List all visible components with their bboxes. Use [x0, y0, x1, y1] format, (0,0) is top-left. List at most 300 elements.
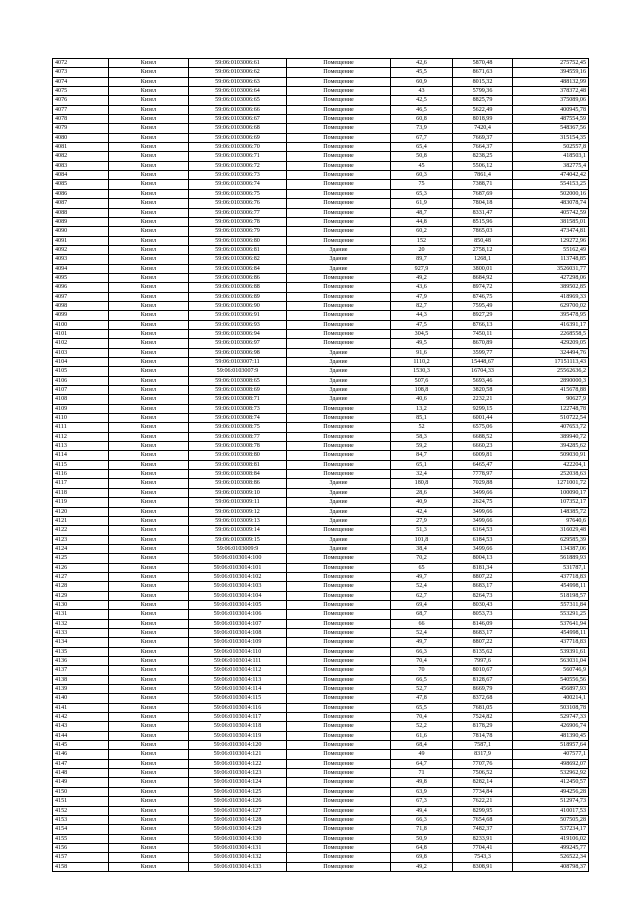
city-cell: Кизел — [109, 442, 189, 451]
city-cell: Кизел — [109, 311, 189, 320]
row-number-cell: 4117 — [53, 479, 109, 488]
price-per-unit-cell: 6660,23 — [453, 442, 513, 451]
area-cell: 70,4 — [391, 713, 453, 722]
total-value-cell: 113748,85 — [513, 255, 589, 264]
total-value-cell: 553291,25 — [513, 610, 589, 619]
area-cell: 52,4 — [391, 628, 453, 637]
area-cell: 49,8 — [391, 778, 453, 787]
cadastral-number-cell: 59:06:0103006:73 — [189, 171, 287, 180]
price-per-unit-cell: 7687,69 — [453, 189, 513, 198]
table-row — [53, 59, 589, 68]
price-per-unit-cell: 2758,12 — [453, 245, 513, 254]
row-number-cell: 4095 — [53, 273, 109, 282]
price-per-unit-cell: 7388,71 — [453, 180, 513, 189]
object-type-cell: Здание — [287, 479, 391, 488]
object-type-cell: Здание — [287, 535, 391, 544]
city-cell: Кизел — [109, 628, 189, 637]
price-per-unit-cell: 7865,03 — [453, 227, 513, 236]
total-value-cell: 395478,95 — [513, 311, 589, 320]
table-row — [53, 582, 589, 591]
object-type-cell: Здание — [287, 544, 391, 553]
cadastral-number-cell: 59:06:0103014:118 — [189, 722, 287, 731]
price-per-unit-cell: 7734,84 — [453, 787, 513, 796]
row-number-cell: 4098 — [53, 301, 109, 310]
area-cell: 60,3 — [391, 171, 453, 180]
city-cell: Кизел — [109, 376, 189, 385]
table-row — [53, 563, 589, 572]
cadastral-number-cell: 59:06:0103008:75 — [189, 423, 287, 432]
area-cell: 67,7 — [391, 133, 453, 142]
cadastral-number-cell: 59:06:0103006:79 — [189, 227, 287, 236]
cadastral-number-cell: 59:06:0103006:78 — [189, 217, 287, 226]
cadastral-number-cell: 59:06:0103014:133 — [189, 862, 287, 871]
total-value-cell: 456897,93 — [513, 685, 589, 694]
object-type-cell: Помещение — [287, 152, 391, 161]
row-number-cell: 4126 — [53, 563, 109, 572]
table-row — [53, 273, 589, 282]
total-value-cell: 418969,33 — [513, 292, 589, 301]
area-cell: 70,2 — [391, 554, 453, 563]
table-row — [53, 507, 589, 516]
area-cell: 47,5 — [391, 320, 453, 329]
area-cell: 44,3 — [391, 311, 453, 320]
total-value-cell: 510722,54 — [513, 414, 589, 423]
total-value-cell: 537641,94 — [513, 619, 589, 628]
area-cell: 69,8 — [391, 853, 453, 862]
object-type-cell: Помещение — [287, 741, 391, 750]
table-row — [53, 853, 589, 862]
area-cell: 82,7 — [391, 301, 453, 310]
table-row — [53, 311, 589, 320]
area-cell: 49,4 — [391, 806, 453, 815]
cadastral-number-cell: 59:06:0103014:101 — [189, 563, 287, 572]
price-per-unit-cell: 8053,73 — [453, 610, 513, 619]
area-cell: 60,9 — [391, 77, 453, 86]
price-per-unit-cell: 8669,79 — [453, 685, 513, 694]
table-row — [53, 488, 589, 497]
table-row — [53, 77, 589, 86]
area-cell: 42,6 — [391, 59, 453, 68]
price-per-unit-cell: 850,48 — [453, 236, 513, 245]
price-per-unit-cell: 7482,37 — [453, 825, 513, 834]
table-row — [53, 731, 589, 740]
row-number-cell: 4120 — [53, 507, 109, 516]
price-per-unit-cell: 7681,05 — [453, 703, 513, 712]
cadastral-number-cell: 59:06:0103009:10 — [189, 488, 287, 497]
table-row — [53, 189, 589, 198]
area-cell: 70 — [391, 666, 453, 675]
row-number-cell: 4084 — [53, 171, 109, 180]
price-per-unit-cell: 8299,95 — [453, 806, 513, 815]
row-number-cell: 4074 — [53, 77, 109, 86]
table-row — [53, 619, 589, 628]
row-number-cell: 4146 — [53, 750, 109, 759]
cadastral-number-cell: 59:06:0103014:105 — [189, 600, 287, 609]
cadastral-number-cell: 59:06:0103014:124 — [189, 778, 287, 787]
area-cell: 91,6 — [391, 348, 453, 357]
city-cell: Кизел — [109, 255, 189, 264]
city-cell: Кизел — [109, 358, 189, 367]
object-type-cell: Помещение — [287, 600, 391, 609]
row-number-cell: 4132 — [53, 619, 109, 628]
price-per-unit-cell: 5693,46 — [453, 376, 513, 385]
object-type-cell: Помещение — [287, 713, 391, 722]
city-cell: Кизел — [109, 115, 189, 124]
area-cell: 43 — [391, 87, 453, 96]
row-number-cell: 4108 — [53, 395, 109, 404]
total-value-cell: 488132,99 — [513, 77, 589, 86]
table-row — [53, 657, 589, 666]
table-row — [53, 862, 589, 871]
row-number-cell: 4124 — [53, 544, 109, 553]
table-row — [53, 133, 589, 142]
area-cell: 48,7 — [391, 208, 453, 217]
row-number-cell: 4078 — [53, 115, 109, 124]
area-cell: 49,7 — [391, 572, 453, 581]
city-cell: Кизел — [109, 741, 189, 750]
cadastral-number-cell: 59:06:0103006:97 — [189, 339, 287, 348]
area-cell: 47,8 — [391, 694, 453, 703]
object-type-cell: Помещение — [287, 283, 391, 292]
row-number-cell: 4086 — [53, 189, 109, 198]
row-number-cell: 4096 — [53, 283, 109, 292]
object-type-cell: Помещение — [287, 526, 391, 535]
table-row — [53, 376, 589, 385]
table-row — [53, 152, 589, 161]
object-type-cell: Здание — [287, 367, 391, 376]
city-cell: Кизел — [109, 685, 189, 694]
object-type-cell: Помещение — [287, 797, 391, 806]
city-cell: Кизел — [109, 227, 189, 236]
cadastral-number-cell: 59:06:0103006:98 — [189, 348, 287, 357]
price-per-unit-cell: 8746,75 — [453, 292, 513, 301]
cadastral-number-cell: 59:06:0103014:102 — [189, 572, 287, 581]
cadastral-number-cell: 59:06:0103006:86 — [189, 273, 287, 282]
city-cell: Кизел — [109, 787, 189, 796]
row-number-cell: 4151 — [53, 797, 109, 806]
object-type-cell: Помещение — [287, 638, 391, 647]
city-cell: Кизел — [109, 124, 189, 133]
cadastral-number-cell: 59:06:0103006:71 — [189, 152, 287, 161]
city-cell: Кизел — [109, 806, 189, 815]
price-per-unit-cell: 8178,29 — [453, 722, 513, 731]
price-per-unit-cell: 5506,12 — [453, 161, 513, 170]
total-value-cell: 503108,78 — [513, 703, 589, 712]
total-value-cell: 407577,1 — [513, 750, 589, 759]
table-row — [53, 825, 589, 834]
cadastral-number-cell: 59:06:0103006:90 — [189, 301, 287, 310]
table-row — [53, 544, 589, 553]
price-per-unit-cell: 7654,68 — [453, 815, 513, 824]
price-per-unit-cell: 7420,4 — [453, 124, 513, 133]
row-number-cell: 4158 — [53, 862, 109, 871]
price-per-unit-cell: 7804,18 — [453, 199, 513, 208]
table-row — [53, 124, 589, 133]
object-type-cell: Помещение — [287, 311, 391, 320]
total-value-cell: 557311,84 — [513, 600, 589, 609]
table-row — [53, 498, 589, 507]
object-type-cell: Помещение — [287, 628, 391, 637]
area-cell: 61,6 — [391, 731, 453, 740]
total-value-cell: 537234,17 — [513, 825, 589, 834]
city-cell: Кизел — [109, 507, 189, 516]
area-cell: 71,8 — [391, 825, 453, 834]
cadastral-number-cell: 59:06:0103006:94 — [189, 329, 287, 338]
area-cell: 65,1 — [391, 460, 453, 469]
total-value-cell: 407653,72 — [513, 423, 589, 432]
area-cell: 60,2 — [391, 227, 453, 236]
price-per-unit-cell: 6575,06 — [453, 423, 513, 432]
city-cell: Кизел — [109, 217, 189, 226]
object-type-cell: Здание — [287, 386, 391, 395]
price-per-unit-cell: 3599,77 — [453, 348, 513, 357]
price-per-unit-cell: 3499,66 — [453, 544, 513, 553]
row-number-cell: 4081 — [53, 143, 109, 152]
price-per-unit-cell: 5870,48 — [453, 59, 513, 68]
area-cell: 68,4 — [391, 741, 453, 750]
cadastral-number-cell: 59:06:0103006:61 — [189, 59, 287, 68]
total-value-cell: 316029,48 — [513, 526, 589, 535]
price-per-unit-cell: 16704,33 — [453, 367, 513, 376]
total-value-cell: 512974,73 — [513, 797, 589, 806]
object-type-cell: Здание — [287, 376, 391, 385]
price-per-unit-cell: 3499,66 — [453, 507, 513, 516]
object-type-cell: Помещение — [287, 432, 391, 441]
city-cell: Кизел — [109, 535, 189, 544]
cadastral-number-cell: 59:06:0103014:100 — [189, 554, 287, 563]
city-cell: Кизел — [109, 77, 189, 86]
price-per-unit-cell: 8146,09 — [453, 619, 513, 628]
row-number-cell: 4153 — [53, 815, 109, 824]
row-number-cell: 4079 — [53, 124, 109, 133]
total-value-cell: 55162,49 — [513, 245, 589, 254]
row-number-cell: 4150 — [53, 787, 109, 796]
price-per-unit-cell: 8807,22 — [453, 572, 513, 581]
table-row — [53, 217, 589, 226]
city-cell: Кизел — [109, 292, 189, 301]
total-value-cell: 382775,4 — [513, 161, 589, 170]
total-value-cell: 561889,93 — [513, 554, 589, 563]
object-type-cell: Помещение — [287, 825, 391, 834]
object-type-cell: Помещение — [287, 442, 391, 451]
price-per-unit-cell: 7543,3 — [453, 853, 513, 862]
area-cell: 73,9 — [391, 124, 453, 133]
total-value-cell: 507505,28 — [513, 815, 589, 824]
row-number-cell: 4144 — [53, 731, 109, 740]
table-row — [53, 628, 589, 637]
table-body — [53, 59, 589, 872]
price-per-unit-cell: 8807,22 — [453, 638, 513, 647]
table-row — [53, 750, 589, 759]
total-value-cell: 25562636,2 — [513, 367, 589, 376]
total-value-cell: 531787,1 — [513, 563, 589, 572]
total-value-cell: 2890000,3 — [513, 376, 589, 385]
price-per-unit-cell: 7506,52 — [453, 769, 513, 778]
table-row — [53, 722, 589, 731]
total-value-cell: 502557,8 — [513, 143, 589, 152]
total-value-cell: 415678,88 — [513, 386, 589, 395]
object-type-cell: Помещение — [287, 619, 391, 628]
total-value-cell: 560746,9 — [513, 666, 589, 675]
price-per-unit-cell: 7524,82 — [453, 713, 513, 722]
row-number-cell: 4077 — [53, 105, 109, 114]
total-value-cell: 394285,62 — [513, 442, 589, 451]
price-per-unit-cell: 8181,34 — [453, 563, 513, 572]
city-cell: Кизел — [109, 731, 189, 740]
cadastral-number-cell: 59:06:0103014:107 — [189, 619, 287, 628]
total-value-cell: 509030,91 — [513, 451, 589, 460]
row-number-cell: 4109 — [53, 404, 109, 413]
row-number-cell: 4154 — [53, 825, 109, 834]
total-value-cell: 324494,76 — [513, 348, 589, 357]
row-number-cell: 4094 — [53, 264, 109, 273]
city-cell: Кизел — [109, 610, 189, 619]
area-cell: 84,7 — [391, 451, 453, 460]
object-type-cell: Помещение — [287, 460, 391, 469]
total-value-cell: 148385,72 — [513, 507, 589, 516]
object-type-cell: Помещение — [287, 124, 391, 133]
row-number-cell: 4138 — [53, 675, 109, 684]
row-number-cell: 4157 — [53, 853, 109, 862]
city-cell: Кизел — [109, 273, 189, 282]
price-per-unit-cell: 7704,41 — [453, 843, 513, 852]
area-cell: 51,3 — [391, 526, 453, 535]
object-type-cell: Помещение — [287, 862, 391, 871]
row-number-cell: 4155 — [53, 834, 109, 843]
row-number-cell: 4080 — [53, 133, 109, 142]
object-type-cell: Помещение — [287, 404, 391, 413]
total-value-cell: 429209,05 — [513, 339, 589, 348]
cadastral-number-cell: 59:06:0103014:110 — [189, 647, 287, 656]
area-cell: 49,2 — [391, 273, 453, 282]
cadastral-number-cell: 59:06:0103014:111 — [189, 657, 287, 666]
area-cell: 65 — [391, 563, 453, 572]
city-cell: Кизел — [109, 666, 189, 675]
cadastral-number-cell: 59:06:0103006:70 — [189, 143, 287, 152]
cadastral-number-cell: 59:06:0103008:78 — [189, 442, 287, 451]
table-row — [53, 516, 589, 525]
total-value-cell: 408798,37 — [513, 862, 589, 871]
total-value-cell: 437718,83 — [513, 638, 589, 647]
row-number-cell: 4072 — [53, 59, 109, 68]
table-row — [53, 600, 589, 609]
city-cell: Кизел — [109, 329, 189, 338]
price-per-unit-cell: 5799,36 — [453, 87, 513, 96]
price-per-unit-cell: 8372,68 — [453, 694, 513, 703]
area-cell: 49 — [391, 750, 453, 759]
row-number-cell: 4115 — [53, 460, 109, 469]
city-cell: Кизел — [109, 600, 189, 609]
table-row — [53, 778, 589, 787]
object-type-cell: Помещение — [287, 180, 391, 189]
cadastral-number-cell: 59:06:0103014:130 — [189, 834, 287, 843]
cadastral-number-cell: 59:06:0103006:84 — [189, 264, 287, 273]
row-number-cell: 4145 — [53, 741, 109, 750]
table-row — [53, 358, 589, 367]
cadastral-number-cell: 59:06:0103014:103 — [189, 582, 287, 591]
city-cell: Кизел — [109, 526, 189, 535]
area-cell: 27,9 — [391, 516, 453, 525]
total-value-cell: 473474,81 — [513, 227, 589, 236]
table-row — [53, 834, 589, 843]
price-per-unit-cell: 7595,49 — [453, 301, 513, 310]
row-number-cell: 4156 — [53, 843, 109, 852]
city-cell: Кизел — [109, 619, 189, 628]
city-cell: Кизел — [109, 750, 189, 759]
area-cell: 1530,3 — [391, 367, 453, 376]
city-cell: Кизел — [109, 498, 189, 507]
city-cell: Кизел — [109, 862, 189, 871]
price-per-unit-cell: 8766,13 — [453, 320, 513, 329]
table-row — [53, 227, 589, 236]
area-cell: 52,2 — [391, 722, 453, 731]
city-cell: Кизел — [109, 189, 189, 198]
area-cell: 63,9 — [391, 787, 453, 796]
cadastral-number-cell: 59:06:0103014:125 — [189, 787, 287, 796]
price-per-unit-cell: 7622,21 — [453, 797, 513, 806]
city-cell: Кизел — [109, 451, 189, 460]
price-per-unit-cell: 8264,73 — [453, 591, 513, 600]
total-value-cell: 454998,11 — [513, 628, 589, 637]
price-per-unit-cell: 8331,47 — [453, 208, 513, 217]
object-type-cell: Помещение — [287, 133, 391, 142]
cadastral-number-cell: 59:06:0103006:93 — [189, 320, 287, 329]
cadastral-number-cell: 59:06:0103014:122 — [189, 759, 287, 768]
price-per-unit-cell: 8683,17 — [453, 582, 513, 591]
cadastral-number-cell: 59:06:0103006:88 — [189, 283, 287, 292]
row-number-cell: 4143 — [53, 722, 109, 731]
area-cell: 304,5 — [391, 329, 453, 338]
price-per-unit-cell: 9299,15 — [453, 404, 513, 413]
area-cell: 70,4 — [391, 657, 453, 666]
total-value-cell: 498692,07 — [513, 759, 589, 768]
object-type-cell: Помещение — [287, 563, 391, 572]
object-type-cell: Помещение — [287, 171, 391, 180]
area-cell: 66 — [391, 619, 453, 628]
row-number-cell: 4102 — [53, 339, 109, 348]
table-row — [53, 236, 589, 245]
table-row — [53, 713, 589, 722]
cadastral-number-cell: 59:06:0103006:77 — [189, 208, 287, 217]
total-value-cell: 629585,39 — [513, 535, 589, 544]
area-cell: 49,7 — [391, 638, 453, 647]
area-cell: 42,4 — [391, 507, 453, 516]
table-row — [53, 694, 589, 703]
table-row — [53, 460, 589, 469]
total-value-cell: 518957,64 — [513, 741, 589, 750]
object-type-cell: Помещение — [287, 273, 391, 282]
cadastral-number-cell: 59:06:0103014:106 — [189, 610, 287, 619]
area-cell: 66,3 — [391, 647, 453, 656]
area-cell: 69,4 — [391, 600, 453, 609]
object-type-cell: Помещение — [287, 769, 391, 778]
price-per-unit-cell: 7450,11 — [453, 329, 513, 338]
city-cell: Кизел — [109, 460, 189, 469]
total-value-cell: 405742,59 — [513, 208, 589, 217]
table-row — [53, 769, 589, 778]
cadastral-number-cell: 59:06:0103014:127 — [189, 806, 287, 815]
total-value-cell: 378372,48 — [513, 87, 589, 96]
total-value-cell: 532962,92 — [513, 769, 589, 778]
total-value-cell: 107352,17 — [513, 498, 589, 507]
total-value-cell: 422204,1 — [513, 460, 589, 469]
price-per-unit-cell: 8670,89 — [453, 339, 513, 348]
total-value-cell: 563031,04 — [513, 657, 589, 666]
cadastral-number-cell: 59:06:0103008:74 — [189, 414, 287, 423]
cadastral-number-cell: 59:06:0103014:109 — [189, 638, 287, 647]
row-number-cell: 4101 — [53, 329, 109, 338]
cadastral-number-cell: 59:06:0103006:89 — [189, 292, 287, 301]
